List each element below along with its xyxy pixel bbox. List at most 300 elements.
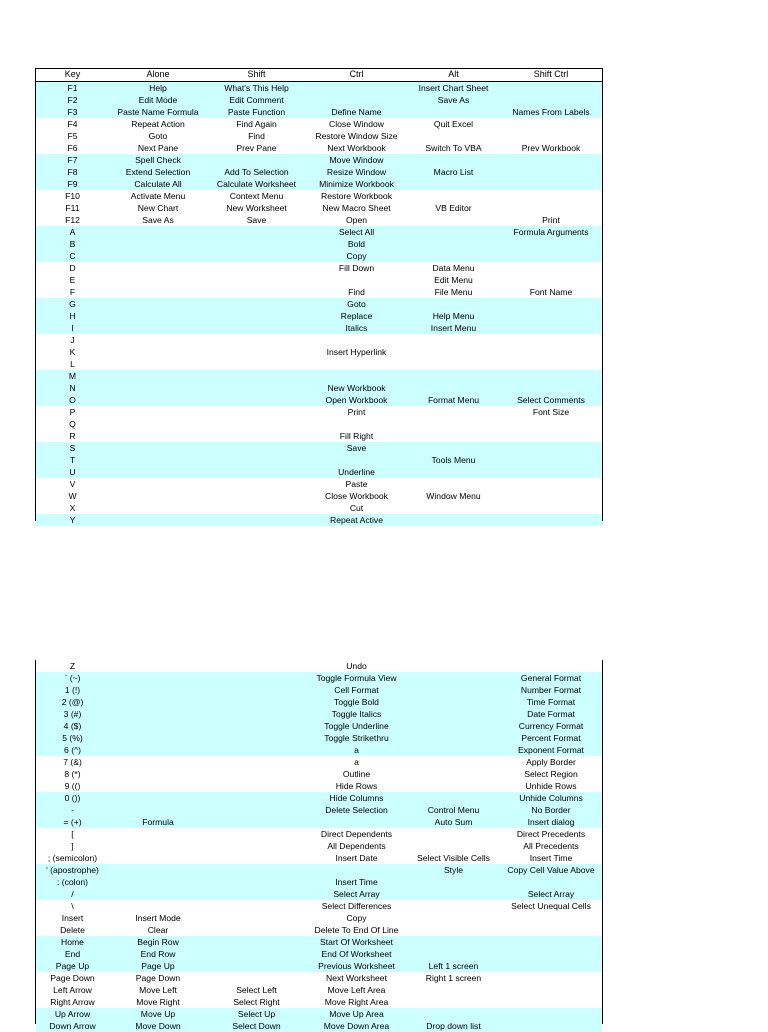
shift-cell [207, 888, 306, 900]
alone-cell: Begin Row [137, 937, 179, 947]
table-row [36, 490, 602, 502]
shift-cell [207, 154, 306, 166]
alt-cell: Insert Menu [430, 323, 477, 333]
ctrl-cell: Move Down Area [323, 1021, 390, 1031]
key-cell: R [69, 431, 76, 441]
table-row [36, 214, 602, 226]
alone-cell: Edit Mode [138, 95, 178, 105]
shift-ctrl-cell: Select Array [527, 889, 575, 899]
key-cell: F2 [67, 95, 78, 105]
key-cell: F9 [67, 179, 78, 189]
alt-cell [407, 684, 500, 696]
alone-cell [109, 322, 207, 334]
shift-cell [207, 418, 306, 430]
shift-ctrl-cell [500, 466, 602, 478]
alt-cell [407, 948, 500, 960]
shift-ctrl-cell: Font Size [532, 407, 570, 417]
shift-ctrl-cell: Formula Arguments [513, 227, 589, 237]
key-cell: U [69, 467, 76, 477]
shift-cell [207, 298, 306, 310]
key-cell: M [68, 371, 77, 381]
table-row [36, 406, 602, 418]
alt-cell [407, 672, 500, 684]
ctrl-cell: Underline [338, 467, 375, 477]
key-cell: H [69, 311, 76, 321]
table-row [36, 298, 602, 310]
table-row [36, 286, 602, 298]
shift-cell [207, 960, 306, 972]
shift-cell [207, 250, 306, 262]
shift-cell [207, 358, 306, 370]
shift-ctrl-cell: Insert dialog [527, 817, 575, 827]
table-row [36, 442, 602, 454]
shift-cell [207, 756, 306, 768]
shift-cell: Add To Selection [224, 167, 289, 177]
key-cell: / [71, 889, 74, 899]
table-row [36, 864, 602, 876]
alt-cell: Select Visible Cells [417, 853, 490, 863]
shift-cell [207, 912, 306, 924]
ctrl-cell: Insert Time [335, 877, 378, 887]
table-row [36, 936, 602, 948]
key-cell: 8 (*) [64, 769, 81, 779]
table-row [36, 382, 602, 394]
alone-cell [109, 888, 207, 900]
key-cell: F5 [67, 131, 78, 141]
ctrl-cell [306, 94, 407, 106]
ctrl-cell: Move Right Area [324, 997, 389, 1007]
alt-cell: Quit Excel [433, 119, 474, 129]
alone-cell [109, 792, 207, 804]
alt-cell: Macro List [433, 167, 474, 177]
table-row [36, 394, 602, 406]
alt-cell [407, 828, 500, 840]
alt-cell [407, 732, 500, 744]
table-row [36, 130, 602, 142]
shift-ctrl-cell [500, 370, 602, 382]
key-cell: F4 [67, 119, 78, 129]
table-row [36, 672, 602, 684]
alt-cell [407, 358, 500, 370]
shift-cell [207, 478, 306, 490]
alt-cell: Left 1 screen [428, 961, 479, 971]
ctrl-cell: Open [345, 215, 368, 225]
key-cell: 2 (@) [61, 697, 84, 707]
table-row [36, 828, 602, 840]
shift-cell: What's This Help [224, 83, 289, 93]
alt-cell [407, 406, 500, 418]
ctrl-cell [306, 370, 407, 382]
key-cell: S [69, 443, 76, 453]
shift-cell: Select Right [233, 997, 280, 1007]
alone-cell [109, 286, 207, 298]
alt-cell [407, 190, 500, 202]
alone-cell [109, 864, 207, 876]
alt-cell [407, 154, 500, 166]
key-cell: Delete [60, 925, 85, 935]
table-row [36, 900, 602, 912]
alt-cell [407, 214, 500, 226]
key-cell: Home [61, 937, 84, 947]
ctrl-cell: Toggle Italics [331, 709, 382, 719]
shift-cell [207, 262, 306, 274]
shift-ctrl-cell [500, 94, 602, 106]
shift-cell [207, 852, 306, 864]
table-row [36, 418, 602, 430]
ctrl-cell: Close Workbook [325, 491, 388, 501]
shift-cell [207, 286, 306, 298]
key-cell: T [69, 455, 76, 465]
key-cell: 0 ()) [64, 793, 81, 803]
key-cell: O [69, 395, 76, 405]
table-row [36, 744, 602, 756]
ctrl-cell: Delete Selection [325, 805, 388, 815]
shift-ctrl-cell [500, 876, 602, 888]
ctrl-cell: Next Workbook [327, 143, 386, 153]
alt-cell: Right 1 screen [425, 973, 482, 983]
shift-cell: Context Menu [229, 191, 284, 201]
alone-cell [109, 828, 207, 840]
shift-ctrl-cell: Select Comments [517, 395, 585, 405]
shift-ctrl-cell [500, 972, 602, 984]
alone-cell: End Row [140, 949, 176, 959]
table-row [36, 94, 602, 106]
shift-ctrl-cell [500, 262, 602, 274]
table-row [36, 720, 602, 732]
shift-ctrl-cell: Prev Workbook [521, 143, 581, 153]
shift-cell [207, 382, 306, 394]
ctrl-cell: Close Window [329, 119, 384, 129]
ctrl-cell: Copy [346, 913, 367, 923]
table-row [36, 190, 602, 202]
shift-ctrl-cell [500, 250, 602, 262]
ctrl-cell: Italics [345, 323, 368, 333]
alt-cell [407, 382, 500, 394]
table-row [36, 334, 602, 346]
table-row [36, 454, 602, 466]
column-header-key: Key [64, 69, 81, 79]
shift-cell [207, 466, 306, 478]
key-cell: 4 ($) [63, 721, 82, 731]
key-cell: [ [71, 829, 74, 839]
key-cell: P [69, 407, 76, 417]
ctrl-cell: Toggle Bold [334, 697, 379, 707]
table-row [36, 756, 602, 768]
ctrl-cell: Start Of Worksheet [320, 937, 393, 947]
alone-cell [109, 394, 207, 406]
ctrl-cell: Toggle Underline [324, 721, 389, 731]
alone-cell [109, 502, 207, 514]
alone-cell [109, 780, 207, 792]
ctrl-cell: Print [347, 407, 366, 417]
shift-ctrl-cell [500, 118, 602, 130]
table-row [36, 250, 602, 262]
shift-cell [207, 454, 306, 466]
shift-cell: New Worksheet [226, 203, 287, 213]
shift-ctrl-cell [500, 960, 602, 972]
shift-ctrl-cell: Unhide Columns [519, 793, 583, 803]
ctrl-cell: Paste [345, 479, 368, 489]
table-row [36, 996, 602, 1008]
key-cell: Page Down [50, 973, 95, 983]
ctrl-cell: Goto [347, 299, 366, 309]
shift-ctrl-cell: Print [542, 215, 560, 225]
alt-cell: Edit Menu [434, 275, 473, 285]
alone-cell [109, 804, 207, 816]
ctrl-cell: Cut [349, 503, 364, 513]
shift-cell [207, 502, 306, 514]
ctrl-cell: Select Array [333, 889, 380, 899]
key-cell: Down Arrow [49, 1021, 96, 1031]
ctrl-cell: Next Worksheet [326, 973, 387, 983]
table-body-top [36, 82, 602, 526]
ctrl-cell: End Of Worksheet [321, 949, 392, 959]
shift-cell [207, 370, 306, 382]
shift-ctrl-cell [500, 418, 602, 430]
alone-cell [109, 430, 207, 442]
alone-cell [109, 696, 207, 708]
alone-cell: Next Pane [137, 143, 179, 153]
column-header-alt: Alt [448, 69, 459, 79]
alone-cell [109, 840, 207, 852]
alone-cell [109, 490, 207, 502]
ctrl-cell: Insert Hyperlink [326, 347, 387, 357]
alone-cell [109, 478, 207, 490]
shift-cell [207, 322, 306, 334]
alt-cell [407, 250, 500, 262]
alone-cell: New Chart [137, 203, 179, 213]
key-cell: F8 [67, 167, 78, 177]
ctrl-cell: Fill Down [338, 263, 375, 273]
shift-cell: Select Down [232, 1021, 281, 1031]
alone-cell: Extend Selection [125, 167, 191, 177]
ctrl-cell: Direct Dependents [320, 829, 393, 839]
shift-cell [207, 720, 306, 732]
key-cell: F1 [67, 83, 78, 93]
alone-cell [109, 250, 207, 262]
alt-cell [407, 298, 500, 310]
shift-ctrl-cell [500, 1020, 602, 1032]
table-row [36, 82, 602, 94]
key-cell: 6 (^) [64, 745, 81, 755]
table-row [36, 178, 602, 190]
shift-cell [207, 430, 306, 442]
shift-cell [207, 828, 306, 840]
table-body-bottom [36, 660, 602, 1032]
alt-cell [407, 780, 500, 792]
key-cell: E [69, 275, 76, 285]
ctrl-cell: Cell Format [334, 685, 379, 695]
table-row [36, 876, 602, 888]
alone-cell [109, 418, 207, 430]
alt-cell: Style [443, 865, 464, 875]
table-row [36, 804, 602, 816]
key-cell: Page Up [55, 961, 90, 971]
alt-cell [407, 238, 500, 250]
shift-ctrl-cell [500, 166, 602, 178]
ctrl-cell: a [354, 745, 359, 755]
shift-ctrl-cell [500, 130, 602, 142]
shift-cell [207, 876, 306, 888]
alone-cell: Page Down [135, 973, 181, 983]
alt-cell [407, 792, 500, 804]
ctrl-cell: Previous Worksheet [318, 961, 395, 971]
key-cell: Up Arrow [54, 1009, 91, 1019]
key-cell: V [69, 479, 76, 489]
alt-cell: Format Menu [427, 395, 480, 405]
shift-cell [207, 804, 306, 816]
alone-cell: Paste Name Formula [117, 107, 199, 117]
alone-cell [109, 756, 207, 768]
shift-cell [207, 442, 306, 454]
alt-cell [407, 502, 500, 514]
table-row [36, 924, 602, 936]
column-header-ctrl: Ctrl [349, 69, 364, 79]
key-cell: I [71, 323, 74, 333]
shift-ctrl-cell: Font Name [529, 287, 573, 297]
key-cell: J [70, 335, 75, 345]
key-cell: 9 (() [64, 781, 81, 791]
shift-cell [207, 406, 306, 418]
table-row [36, 514, 602, 526]
shift-ctrl-cell [500, 238, 602, 250]
shift-ctrl-cell: General Format [520, 673, 582, 683]
alone-cell: Move Down [135, 1021, 181, 1031]
alt-cell: Switch To VBA [425, 143, 482, 153]
ctrl-cell: Resize Window [326, 167, 387, 177]
shift-ctrl-cell: Percent Format [521, 733, 581, 743]
alone-cell [109, 684, 207, 696]
shift-ctrl-cell: Number Format [520, 685, 582, 695]
alt-cell [407, 900, 500, 912]
ctrl-cell: Open Workbook [325, 395, 388, 405]
shift-ctrl-cell: All Precedents [523, 841, 579, 851]
alt-cell [407, 418, 500, 430]
shift-ctrl-cell [500, 514, 602, 526]
shift-ctrl-cell: Select Region [524, 769, 578, 779]
ctrl-cell [306, 454, 407, 466]
ctrl-cell [306, 864, 407, 876]
key-cell: F10 [65, 191, 80, 201]
shift-cell [207, 864, 306, 876]
shift-ctrl-cell [500, 660, 602, 672]
alt-cell: Tools Menu [431, 455, 476, 465]
shift-ctrl-cell: No Border [531, 805, 571, 815]
key-cell: 3 (#) [63, 709, 82, 719]
table-row [36, 1020, 602, 1032]
ctrl-cell: New Macro Sheet [322, 203, 391, 213]
ctrl-cell: Outline [342, 769, 371, 779]
key-cell: X [69, 503, 76, 513]
shift-cell [207, 948, 306, 960]
shift-cell: Select Up [237, 1009, 276, 1019]
shift-cell [207, 768, 306, 780]
ctrl-cell [306, 358, 407, 370]
table-row [36, 960, 602, 972]
shift-cell: Find Again [236, 119, 277, 129]
alt-cell: Window Menu [426, 491, 481, 501]
alt-cell [407, 660, 500, 672]
alone-cell: Page Up [141, 961, 175, 971]
shift-ctrl-cell: Time Format [526, 697, 576, 707]
alone-cell [109, 346, 207, 358]
shift-cell [207, 334, 306, 346]
ctrl-cell: Hide Columns [329, 793, 384, 803]
alone-cell [109, 720, 207, 732]
alone-cell: Move Up [140, 1009, 176, 1019]
key-cell: F11 [65, 203, 80, 213]
alt-cell [407, 708, 500, 720]
shift-cell: Edit Comment [229, 95, 284, 105]
table-row [36, 238, 602, 250]
alone-cell: Save As [142, 215, 174, 225]
shift-cell [207, 708, 306, 720]
alone-cell [109, 382, 207, 394]
table-row [36, 274, 602, 286]
ctrl-cell: Replace [340, 311, 373, 321]
key-cell: K [69, 347, 76, 357]
table-row [36, 780, 602, 792]
alone-cell [109, 298, 207, 310]
alone-cell [109, 732, 207, 744]
shift-ctrl-cell: Unhide Rows [525, 781, 577, 791]
alone-cell: Calculate All [134, 179, 182, 189]
alt-cell [407, 936, 500, 948]
alone-cell: Goto [148, 131, 168, 141]
alt-cell [407, 226, 500, 238]
alone-cell [109, 514, 207, 526]
table-row [36, 684, 602, 696]
alt-cell [407, 514, 500, 526]
shortcut-table-top [35, 68, 603, 525]
key-cell: F [69, 287, 76, 297]
key-cell: \ [71, 901, 74, 911]
shift-ctrl-cell: Currency Format [518, 721, 584, 731]
alone-cell [109, 876, 207, 888]
alt-cell: Drop down list [426, 1021, 481, 1031]
table-row [36, 370, 602, 382]
table-row [36, 840, 602, 852]
shift-cell: Save [246, 215, 267, 225]
shift-ctrl-cell: Names From Labels [512, 107, 590, 117]
alone-cell [109, 262, 207, 274]
key-cell: B [69, 239, 76, 249]
alt-cell: Auto Sum [434, 817, 473, 827]
shift-ctrl-cell: Select Unequal Cells [511, 901, 591, 911]
shift-cell: Select Left [236, 985, 277, 995]
ctrl-cell: Move Window [329, 155, 384, 165]
shift-ctrl-cell [500, 382, 602, 394]
shift-ctrl-cell [500, 948, 602, 960]
key-cell: ' (apostrophe) [46, 865, 99, 875]
column-header-shift-ctrl: Shift Ctrl [533, 69, 569, 79]
shift-cell [207, 780, 306, 792]
ctrl-cell: Restore Workbook [320, 191, 392, 201]
table-row [36, 226, 602, 238]
shift-cell [207, 394, 306, 406]
key-cell: ` (~) [64, 673, 81, 683]
alone-cell [109, 406, 207, 418]
ctrl-cell: Hide Rows [335, 781, 378, 791]
ctrl-cell: Copy [346, 251, 367, 261]
table-row [36, 660, 602, 672]
alone-cell [109, 852, 207, 864]
alt-cell [407, 912, 500, 924]
shift-ctrl-cell [500, 936, 602, 948]
shift-ctrl-cell [500, 984, 602, 996]
alt-cell [407, 442, 500, 454]
key-cell: End [64, 949, 81, 959]
